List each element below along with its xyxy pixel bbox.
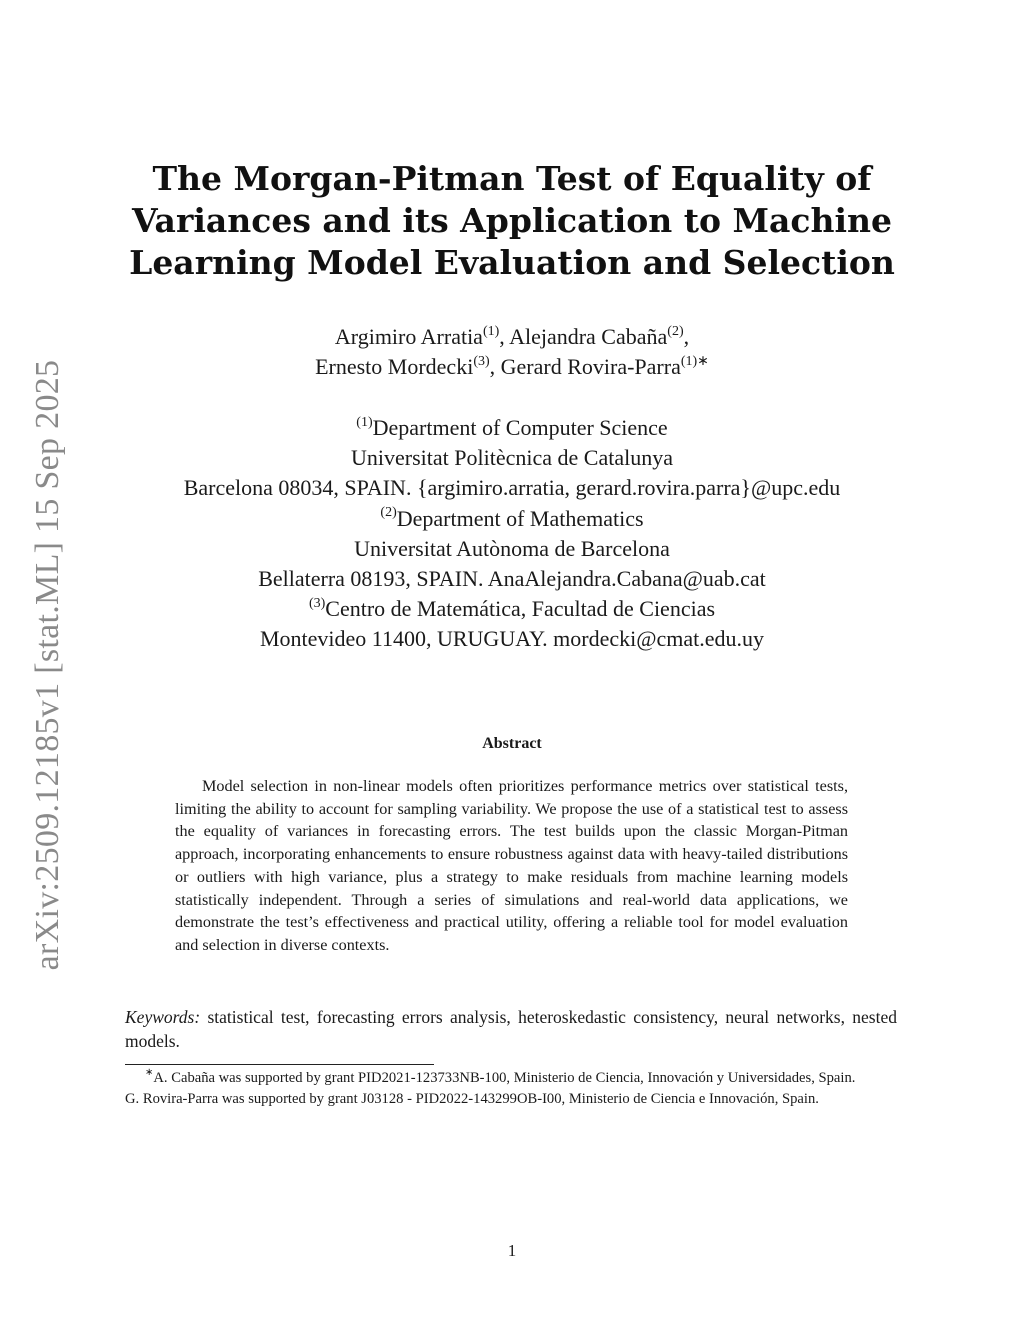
arxiv-identifier: arXiv:2509.12185v1 [stat.ML] 15 Sep 2025 xyxy=(29,359,66,971)
affiliation-mark: (3) xyxy=(473,353,490,369)
author-name: Gerard Rovira-Parra xyxy=(500,354,681,379)
paper-title xyxy=(100,158,924,284)
title-line: Variances and its Application to Machine xyxy=(131,201,893,240)
title-line: The Morgan-Pitman Test of Equality of xyxy=(152,159,872,198)
footnotes xyxy=(125,1068,897,1110)
author-name: Alejandra Cabaña xyxy=(509,324,668,349)
affiliation-mark: (3) xyxy=(308,595,326,611)
footnote-text: A. Cabaña was supported by grant PID2021-123733NB-100, Ministerio de Ciencia, Innovación y Universidades, Spain. xyxy=(153,1070,856,1086)
footnote-mark: ∗ xyxy=(145,1067,154,1079)
author-separator: , xyxy=(683,324,690,349)
affiliation-line xyxy=(60,534,964,564)
affiliation-text: Centro de Matemática, Facultad de Ciencias xyxy=(325,596,716,622)
author-line xyxy=(100,352,924,382)
affiliation-mark: (1)∗ xyxy=(680,353,709,369)
affiliation-line xyxy=(60,504,964,534)
affiliation-text: Department of Computer Science xyxy=(372,415,668,440)
affiliation-line xyxy=(60,624,964,654)
affiliation-line xyxy=(60,473,964,503)
keywords-text: statistical test, forecasting errors analysis, heteroskedastic consistency, neural networks, nested models. xyxy=(125,1007,897,1051)
author-name: Ernesto Mordecki xyxy=(315,354,474,379)
affiliation-text: Department of Mathematics xyxy=(396,505,644,531)
keywords-label: Keywords: xyxy=(125,1007,201,1027)
affiliation-mark: (1) xyxy=(482,323,500,339)
abstract-text: Model selection in non-linear models often prioritizes performance metrics over statistical tests, limiting the ability to account for sampling variability. We propose the use of a statistical test to assess the equality of variances in forecasting errors. The test builds upon the classic Morgan-Pitman approach, incorporating enhancements to ensure robustness against data with heavy-tailed distributions or outliers with high variance, plus a strategy to make residuals from machine learning models statistically independent. Through a series of simulations and real-world data applications, we demonstrate the test’s effectiveness and practical utility, offering a reliable tool for model evaluation and selection in diverse contexts. xyxy=(175,777,848,954)
author-name: Argimiro Arratia xyxy=(334,324,483,349)
page-number: 1 xyxy=(507,1241,517,1260)
keywords xyxy=(125,1005,897,1053)
affiliation-line xyxy=(60,413,964,443)
author-separator: , xyxy=(499,324,510,349)
abstract-heading: Abstract xyxy=(482,735,542,752)
title-line: Learning Model Evaluation and Selection xyxy=(129,243,895,282)
affiliation-text: Bellaterra 08193, SPAIN. AnaAlejandra.Cabana@uab.cat xyxy=(258,566,766,592)
affiliation-text: Montevideo 11400, URUGUAY. mordecki@cmat.edu.uy xyxy=(259,626,764,652)
affiliation-line xyxy=(60,564,964,594)
affiliation-text: Universitat Politècnica de Catalunya xyxy=(351,445,673,471)
affiliation-text: Universitat Autònoma de Barcelona xyxy=(354,535,670,561)
affiliation-mark: (2) xyxy=(667,323,684,339)
author-list xyxy=(100,322,924,382)
footnote xyxy=(125,1089,897,1110)
footnote-text: G. Rovira-Parra was supported by grant J03128 - PID2022-143299OB-I00, Ministerio de Ciencia e Innovación, Spain. xyxy=(125,1091,819,1107)
affiliation-mark: (1) xyxy=(356,414,373,430)
author-line xyxy=(100,322,924,352)
affiliation-mark: (2) xyxy=(380,505,397,521)
footnote xyxy=(125,1068,897,1089)
affiliation-block xyxy=(60,413,964,655)
affiliation-text: Barcelona 08034, SPAIN. {argimiro.arratia, gerard.rovira.parra}@upc.edu xyxy=(183,475,841,501)
affiliation-line xyxy=(60,594,964,624)
footnote-divider xyxy=(125,1064,434,1065)
author-separator: , xyxy=(489,354,501,379)
affiliation-line xyxy=(60,443,964,473)
